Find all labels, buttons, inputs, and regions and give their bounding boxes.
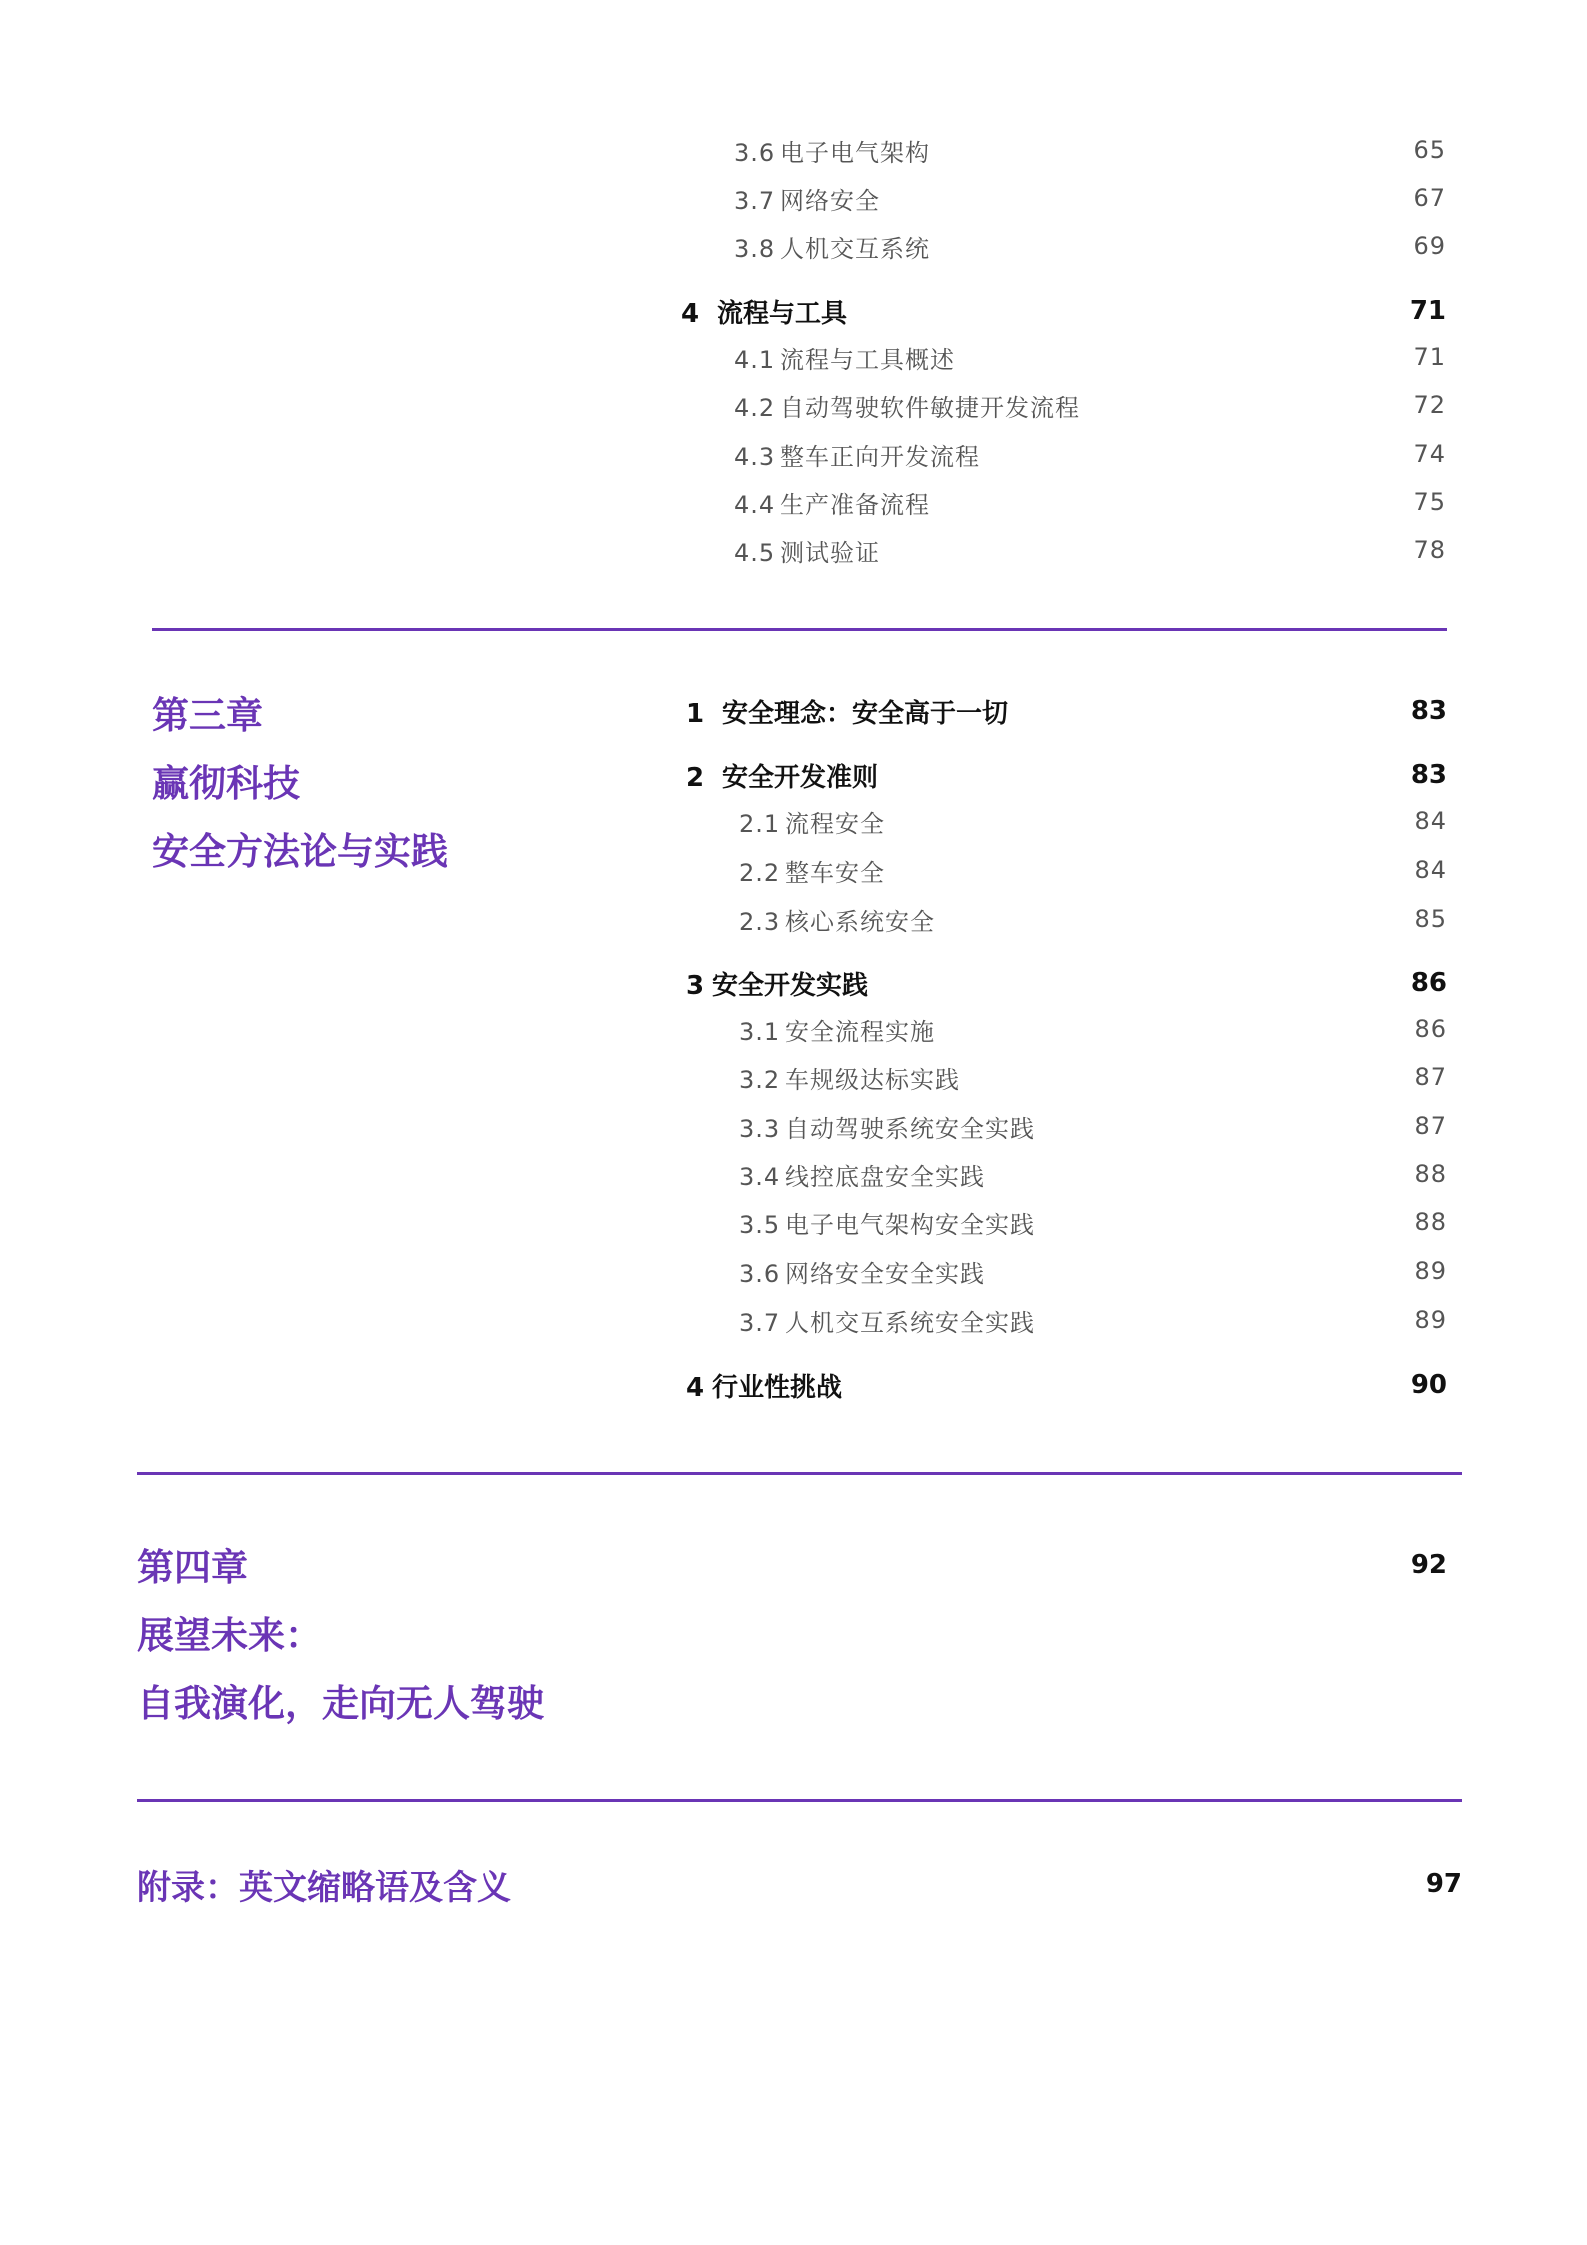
chapter3-label: 第三章 <box>152 694 263 737</box>
section-divider <box>152 628 1447 631</box>
entry-title: 安全流程实施 <box>785 1017 935 1046</box>
section-title: 行业性挑战 <box>712 1372 843 1403</box>
entry-page: 87 <box>1414 1112 1447 1140</box>
entry-page: 84 <box>1414 807 1447 835</box>
toc-entry[interactable] <box>734 226 1446 266</box>
entry-title: 网络安全安全实践 <box>785 1259 985 1288</box>
entry-title: 整车安全 <box>785 858 885 887</box>
chapter4-label: 第四章 <box>137 1546 248 1589</box>
entry-number: 3.4 <box>739 1162 781 1191</box>
entry-title: 车规级达标实践 <box>785 1065 960 1094</box>
entry-title: 网络安全 <box>780 186 880 215</box>
entry-title: 电子电气架构安全实践 <box>785 1210 1035 1239</box>
entry-title: 流程与工具概述 <box>780 345 955 374</box>
toc-entry[interactable] <box>739 899 1447 939</box>
entry-page: 69 <box>1413 232 1446 260</box>
entry-number: 2.2 <box>739 858 781 887</box>
entry-page: 89 <box>1414 1257 1447 1285</box>
toc-entry[interactable] <box>739 1057 1447 1097</box>
toc-entry[interactable] <box>734 337 1446 377</box>
toc-section[interactable] <box>681 290 1446 332</box>
section-page: 86 <box>1410 968 1447 998</box>
appendix-entry[interactable] <box>137 1856 1462 1912</box>
toc-entry[interactable] <box>739 1009 1447 1049</box>
entry-number: 3.3 <box>739 1114 781 1143</box>
entry-number: 3.6 <box>734 138 776 167</box>
toc-section[interactable] <box>686 690 1447 732</box>
entry-number: 3.2 <box>739 1065 781 1094</box>
entry-page: 87 <box>1414 1063 1447 1091</box>
section-title: 安全开发准则 <box>722 762 879 793</box>
toc-entry[interactable] <box>739 801 1447 841</box>
entry-number: 2.3 <box>739 907 781 936</box>
chapter4-title-line: 展望未来： <box>137 1614 322 1657</box>
toc-entry[interactable] <box>734 530 1446 570</box>
entry-page: 88 <box>1414 1160 1447 1188</box>
appendix-title: 附录：英文缩略语及含义 <box>137 1867 511 1908</box>
section-number: 1 <box>686 698 705 729</box>
entry-page: 72 <box>1413 391 1446 419</box>
toc-entry[interactable] <box>734 482 1446 522</box>
entry-title: 核心系统安全 <box>785 907 935 936</box>
entry-title: 生产准备流程 <box>780 490 930 519</box>
entry-page: 71 <box>1413 343 1446 371</box>
appendix-page: 97 <box>1425 1869 1462 1899</box>
section-number: 2 <box>686 762 705 793</box>
toc-entry[interactable] <box>734 130 1446 170</box>
toc-section[interactable] <box>686 1364 1447 1406</box>
entry-number: 4.1 <box>734 345 776 374</box>
entry-number: 3.5 <box>739 1210 781 1239</box>
entry-number: 3.7 <box>734 186 776 215</box>
section-title: 安全开发实践 <box>712 970 869 1001</box>
entry-number: 4.4 <box>734 490 776 519</box>
chapter3-heading[interactable] <box>152 682 448 886</box>
section-page: 90 <box>1410 1370 1447 1400</box>
section-title: 流程与工具 <box>717 298 848 329</box>
entry-number: 4.3 <box>734 442 776 471</box>
chapter4-heading[interactable] <box>137 1534 544 1738</box>
toc-entry[interactable] <box>734 434 1446 474</box>
entry-page: 85 <box>1414 905 1447 933</box>
chapter4-title-line: 自我演化，走向无人驾驶 <box>137 1682 544 1725</box>
entry-number: 3.7 <box>739 1308 781 1337</box>
entry-number: 3.1 <box>739 1017 781 1046</box>
toc-entry[interactable] <box>739 1154 1447 1194</box>
toc-entry[interactable] <box>739 1202 1447 1242</box>
toc-entry[interactable] <box>739 1300 1447 1340</box>
entry-page: 88 <box>1414 1208 1447 1236</box>
toc-entry[interactable] <box>739 1251 1447 1291</box>
entry-page: 67 <box>1413 184 1446 212</box>
toc-entry[interactable] <box>734 385 1446 425</box>
entry-title: 电子电气架构 <box>780 138 930 167</box>
entry-number: 3.6 <box>739 1259 781 1288</box>
entry-page: 84 <box>1414 856 1447 884</box>
entry-number: 2.1 <box>739 809 781 838</box>
section-title: 安全理念：安全高于一切 <box>722 698 1009 729</box>
chapter3-title-line: 赢彻科技 <box>152 762 300 805</box>
section-page: 83 <box>1410 696 1447 726</box>
toc-section[interactable] <box>686 754 1447 796</box>
entry-page: 65 <box>1413 136 1446 164</box>
entry-title: 整车正向开发流程 <box>780 442 980 471</box>
entry-title: 人机交互系统安全实践 <box>785 1308 1035 1337</box>
entry-title: 线控底盘安全实践 <box>785 1162 985 1191</box>
entry-page: 89 <box>1414 1306 1447 1334</box>
section-divider <box>137 1799 1462 1802</box>
entry-title: 流程安全 <box>785 809 885 838</box>
entry-title: 自动驾驶软件敏捷开发流程 <box>780 393 1080 422</box>
section-number: 4 <box>686 1372 705 1403</box>
entry-title: 人机交互系统 <box>780 234 930 263</box>
entry-title: 自动驾驶系统安全实践 <box>785 1114 1035 1143</box>
toc-entry[interactable] <box>739 1106 1447 1146</box>
section-number: 3 <box>686 970 705 1001</box>
section-divider <box>137 1472 1462 1475</box>
toc-entry[interactable] <box>739 850 1447 890</box>
entry-title: 测试验证 <box>780 538 880 567</box>
entry-number: 4.2 <box>734 393 776 422</box>
chapter4-page: 92 <box>1410 1550 1447 1580</box>
entry-page: 74 <box>1413 440 1446 468</box>
entry-page: 78 <box>1413 536 1446 564</box>
section-page: 83 <box>1410 760 1447 790</box>
entry-number: 4.5 <box>734 538 776 567</box>
entry-page: 75 <box>1413 488 1446 516</box>
entry-page: 86 <box>1414 1015 1447 1043</box>
entry-number: 3.8 <box>734 234 776 263</box>
chapter3-title-line: 安全方法论与实践 <box>152 830 448 873</box>
toc-entry[interactable] <box>734 178 1446 218</box>
section-page: 71 <box>1409 296 1446 326</box>
section-number: 4 <box>681 298 700 329</box>
toc-section[interactable] <box>686 962 1447 1004</box>
